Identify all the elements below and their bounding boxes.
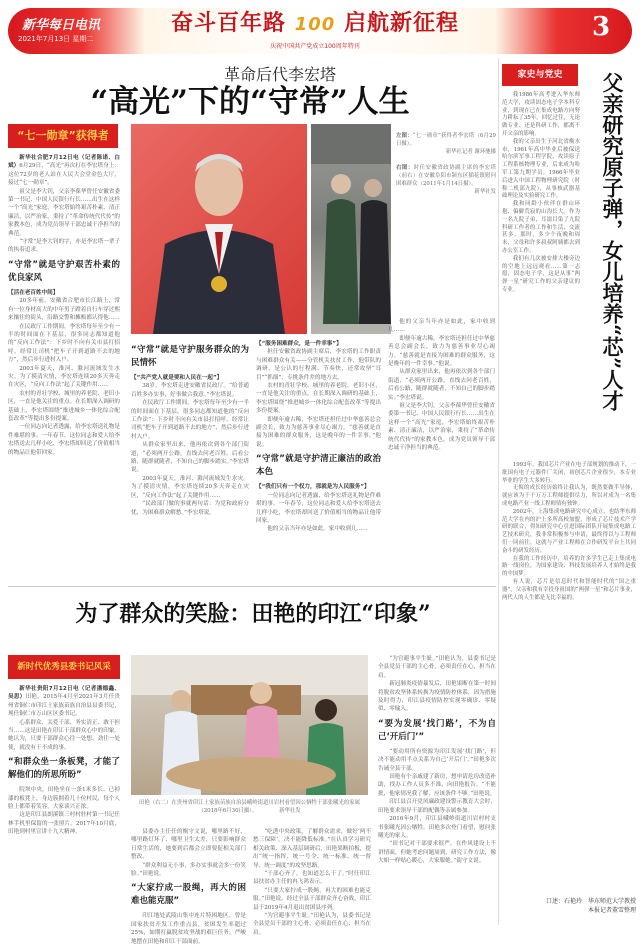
people-figures xyxy=(311,124,391,334)
paragraph: 印江县召开党风廉政建设警示教育大会时，田艳要求领导干部的配偶等亲属参加。 xyxy=(378,799,496,814)
subheading: “和群众坐一条板凳，才能了解他们的所思所盼” xyxy=(8,757,120,781)
people-at-table xyxy=(131,655,368,795)
paragraph: 2002年，上海集成电路研究中心成立，也结华东师范大学在内的沪上多所高校加盟，形成了芯片技术产学研的联合，得知研究中心引进国际团队开展集成电路工艺技术研究，我非常积极参与申请，最终得以与工程师们一同前往，这就与产业工程师在合作研发平台上共同奋斗的研发经历。 xyxy=(502,508,636,554)
special-edition-title xyxy=(150,10,480,39)
article2-column-2 xyxy=(131,828,246,945)
title-right: 启航新征程 xyxy=(343,11,459,36)
paragraph: 即便年逾古稀，李宏塔还担任过中华慈善总会副会长，致力为慈善事业尽心竭力。“慈善就是直接为困难的群众服务，这是晚年的一件幸事。”他说。 xyxy=(256,416,381,448)
paragraph: 我们有几次被安排大楼旁边的空地上远远观看……第一志愿，固态电子学，这是从事“两弹一星”研究工作的父亲建议的专业。 xyxy=(502,255,580,293)
paragraph: 1993年，我国芯片产业在电子部规划的推动下，一批国有电子元器件厂关闭，初创芯片企业很少，本专业毕业的学生大多转行。 xyxy=(502,462,636,484)
paragraph: 从群众家里出来，他再依次到各个部门街道，“必须两开公路，直线去问老百姓，后看公路，随群就随者，不知自己的脚步踏实。”李宏塔说。 xyxy=(131,442,249,474)
paragraph: 县委办主任任的衡守文说，哪里路不好、哪里路灯坏了、哪里卫生太差，只要影响群众日常生活的，她要到后都会立即要促相关部门整改。 xyxy=(131,829,246,861)
article1-left-column xyxy=(8,154,120,579)
column-tag: 新时代优秀县委书记风采 xyxy=(8,655,120,679)
paragraph: 2016年9月，印江县峨岭街道川岩村村支书张曦光因公牺牲。田艳多次登门看望，慰问张曦光的家人。 xyxy=(378,816,496,839)
paragraph: 院坝中央，田艳坐在一条1米多长、已掉漆的板凳上，身边簇拥着几十位村民，每个人脸上都带着笑容，大家谈兴正浓。 xyxy=(8,787,120,811)
section-tag: 【“共产党人就是要和人民在一起”】 xyxy=(131,375,223,381)
paragraph: “干部心齐了，也知道怎么干了。”时任印江县扶贫办主任的冉飞鸿表示。 xyxy=(253,871,371,886)
sidebar-column-bottom xyxy=(502,462,636,888)
paragraph: 一位同志向记者透露，给李宏塔送礼物是件难堪的事。一年春节，这位同志和爱人给李宏塔送去几样小吃，李宏塔却回送了价值相当的物品让他带回家。 xyxy=(8,424,120,456)
paragraph: 农村的青壮学校、城里的养老院、老旧小区，一直是他关注的重点。在长期深入调研的基础上，李宏塔围绕“推进城乡一体化综合配套改革”等提出多份提案。 xyxy=(8,390,120,422)
subheading: “要为发展‘找门路’，不为自己‘开后门’” xyxy=(378,718,496,742)
newspaper-logo: 新华每日电讯 xyxy=(22,18,101,33)
paragraph: 在我的工作经历中，培养的许多学生已走上集成电路一线岗位，为国家建设、科技发展培养人才始终是我的中国梦。 xyxy=(502,555,636,578)
paragraph: 新冠肺炎疫情暴发后，田艳果断在第一时间将脱贫攻坚体系转换为疫情防控体系，因为措施及时得力，印江县疫情防控实现零确诊、零疑似、零输入。 xyxy=(378,681,496,713)
paragraph: 有人说，芯片是信息时代和智能时代的“国之重器”，父亲和我有幸投身祖国的“两弹一星”和芯片事业，两代人的人生都是无比幸福的。 xyxy=(502,578,636,601)
issue-date: 2021年7月13日 星期二 xyxy=(18,35,94,43)
caption-label: 左图： xyxy=(396,133,413,139)
article1-kicker: 革命后代李宏塔 xyxy=(223,65,336,84)
centenary-badge: 100 xyxy=(294,14,336,35)
dateline: 新华社合肥7月12日电（记者陈诺、白斌） xyxy=(8,155,120,170)
sidebar-column-top xyxy=(502,92,580,452)
caption-label: 右图： xyxy=(396,165,414,171)
paragraph: 2003年夏天，淮河、滁河流域发生水灾。为了摸清灾情，李宏塔连续20多天奔走在灾区，“反向工作法”起了关键作用…… xyxy=(8,365,120,389)
paragraph: “为官避事平生耻。”田艳认为，县委书记是全县党员干部的主心骨，必须责任在心，担当在肩。 xyxy=(378,656,496,679)
paragraph: 在民政厅工作期间，李宏塔每年至少有一半的时间面在下基层，很多同志都知道他的“反向工作法”：下乡时不向有关市县打招呼，经常让司机“把车子开到道路不去的地方”，然后步行进村入户。 xyxy=(8,323,120,364)
paragraph: 这是印江县朗溪镇三村村驻村第一书记任林手机里保留的一张照片。2017年10月底，田艳到村里宣讲十九大精神。 xyxy=(8,812,120,836)
caption-text: 田艳（右二）在贵州省印江土家族苗族自治县峨岭街道川岩村看望因公牺牲干部张曦光的家属（2018年6月30日摄）。 xyxy=(138,800,361,814)
caption-text: 时任安徽省政协副主席的李宏塔（前右）在安徽阜阳市颍东区插花镇慰问困难群众（2011年1月14日摄）。 xyxy=(396,165,496,187)
article1-column-3 xyxy=(256,340,381,580)
portrait-figure xyxy=(131,124,307,334)
paragraph: 田艳有个亲戚建了新房，想申请危房改造补助，找办工作人员多不准，向田艳报告。“不能批，他家情况我了解，应该条件不够。”田艳说。 xyxy=(378,774,496,797)
title-left: 奋斗百年路 xyxy=(171,11,287,36)
paragraph: 一位同志向记者透露，给李宏塔送礼物是件难堪的事。一年春节，这位同志和爱人给李宏塔送去几样小吃，李宏塔却回送了价值相当的物品让他带回家。 xyxy=(256,492,381,524)
section-tag: 【“我们只有一个权力，那就是为人民服务”】 xyxy=(256,484,370,491)
paragraph: 我的父亲出生于河北省衡水市，1961年高中毕业后被保送哈尔滨军事工程学院，攻读原子工程系核物理专业，后来成为哈军工第九期学员。1966年毕业后进入中国工程物理研究院（时称二机部九院），从事核武器基础理论及实验研究工作。 xyxy=(502,138,580,200)
narrator-credit: 口述：石艳玲 华东师范大学教授 xyxy=(545,898,636,905)
dateline: 新华社贵阳7月12日电（记者潘德鑫、吴思） xyxy=(8,686,120,701)
paragraph: 印江地处武陵山集中连片特困地区，曾是国家扶贫开发工作重点县，贫困发生率超过25%，如期打赢脱贫攻坚战的艰巨任务，严峻地摆在田艳和印江干部面前。 xyxy=(131,913,246,945)
sidebar-tag: 家史与党史 xyxy=(502,64,578,86)
photo-credit: 新华社发 xyxy=(279,808,301,814)
subheading: “守常”就是守护清正廉洁的政治本色 xyxy=(256,454,381,478)
paragraph: “群众利益无小事，多办实事就会多一份笑脸。”田艳说。 xyxy=(131,862,246,878)
paragraph: 在民政厅工作期间，李宏塔每年至少有一半的时间面在下基层，很多同志都知道他的“反向工作法”：下乡时不向有关市县打招呼，经常让司机“把车子开到道路不去的地方”，然后步行进村入户。 xyxy=(131,400,249,440)
article1-column-2 xyxy=(131,340,249,580)
paragraph: 38岁，李宏塔走进安徽省民政厅。“给普通百姓多办实事，好事做合我意。”李宏塔说。 xyxy=(131,383,249,398)
section-tag: 【活在老百姓中间】 xyxy=(8,289,59,296)
paragraph: 我1986年高考进入华东师范大学，攻读固态电子学本科专业，到现在已在集成电路方向努力耕耘了35年。回忆过往，无论做专业、还是科研工作，都离不开父亲的影响。 xyxy=(502,92,580,137)
paragraph: 他的父亲当年亦是如此，家中收到几…… xyxy=(267,526,368,533)
paragraph: 即便年逾古稀，李宏塔还担任过中华慈善总会副会长，致力为慈善事业尽心竭力。“慈善就是直接为困难的群众服务，这是晚年的一件幸事。”他说。 xyxy=(388,335,495,368)
paragraph: 祖父是李大钊，父亲李葆华曾任安徽省委第一书记、中国人民银行行长……出生在这样一个“高光”家庭，李宏塔始终艰苦朴素、清正廉洁，以严治家，秉持了“革命传统代代传”的家教本色，成为党员领导干部忠诚干净担当的典范。 xyxy=(388,403,495,452)
article2-column-3 xyxy=(253,828,371,936)
home-visit-photo xyxy=(131,655,368,795)
paragraph: “只要大家拧成一股绳，再大的困难也能克服。”田艳说。经过全县干部群众齐心奋战，印江县于2019年4月退出贫困县序列。 xyxy=(253,887,371,911)
portrait-photo xyxy=(131,124,307,334)
photo-credit: 新华社记者 谢环驰摄 xyxy=(445,149,496,155)
caption-text: “七一勋章”获得者李宏塔（6月29日摄）。 xyxy=(396,133,496,147)
paragraph: 无悔的成长经历始终让我认为，既然要做半导体，就应该为千千万万工程师提供尽力，所以对成为一名集成电路产业一线工程师情有独钟。 xyxy=(502,485,636,507)
village-visit-photo xyxy=(311,124,391,334)
paragraph: “守常”是李大钊的字，亦是李宏塔一辈子的执着追求。 xyxy=(8,239,121,254)
section-tag: 【“服务困难群众，是一件幸事”】 xyxy=(256,341,342,347)
subheading: “大家拧成一股绳，再大的困难也能克服” xyxy=(131,883,246,907)
article1-headline: “高光”下的“守常”人生 xyxy=(90,84,410,120)
photo-captions xyxy=(396,132,496,312)
subheading: “守常”就是守护服务群众的为民情怀 xyxy=(131,345,249,368)
subheading: “守常”就是守护艰苦朴素的优良家风 xyxy=(8,259,120,283)
paragraph: 20多年前，安徽省合肥市长江路上，常有一位身材高大的中年男子蹬着自行车穿过熙来攘往的街头，沿路交警和摊贩都认得他…… xyxy=(8,298,120,322)
photo-caption xyxy=(131,799,368,825)
paragraph: “要动用所有资源为印江发展‘找门路’，但决不能动用半点关系为自己‘开后门’。”田艳多次告诫全县干部。 xyxy=(378,748,496,772)
sidebar-credits xyxy=(502,897,636,915)
editor-credit: 本报记者董雪整理 xyxy=(587,907,636,914)
paragraph: 担任安徽省政协副主席后，李宏塔的工作职责与困难群众有关——分管机关扶贫工作，他带队的调研，是公认的行程满、节奏快，还常攻坚“耳目”“抓细”，专挑条件差的地方去。 xyxy=(256,349,381,381)
paragraph: “田书记对干部要求很严，在作风建设上不讲情面，但她考虑问题周到，研究工作方法，像大姐一样贴心暖心，大家服她。”街守文说。 xyxy=(378,841,496,865)
paragraph: “为官避事平生耻。”田艳认为，县委书记是全县党员干部的主心骨，必须责任在心，担当在肩。 xyxy=(253,913,371,936)
sidebar-title: 父亲研究原子弹，女儿培养“芯”人才 xyxy=(600,72,625,412)
paragraph: “吃透中央政策，了解群众需求，做好‘两不愁三保障’，决不能降低标准。”在认真学习研究相关政策、深入基层调研后，田艳果断拍板，提出“统一指挥、统一号令、统一标准、统一督导、统一调度”的攻坚思路。 xyxy=(253,829,371,869)
column-tag: “七一勋章”获得者 xyxy=(8,124,118,148)
paragraph: 祖父是李大钊，父亲李葆华曾任安徽省委第一书记、中国人民银行行长……出生在这样一个“高光”家庭，李宏塔始终艰苦朴素、清正廉洁，以严治家，秉持了“革命传统代代传”的家教本色，成为党员领导干部忠诚干净担当的典范。 xyxy=(8,188,121,237)
paragraph: 他的父亲当年亦是如此，家中收到几…… xyxy=(388,319,495,334)
section-divider xyxy=(8,586,496,587)
paragraph: 心系群众、关爱干部、务实清正、敢于担当……这是田艳在印江干部群众心中的印象。她认为，只要干部群众心往一处想、劲往一处使，就没有干不成的事。 xyxy=(8,719,120,751)
paragraph: “民政部门做的事就两句话：为党和政府分忧，为困难群众解愁。”李宏塔说。 xyxy=(131,501,249,516)
paragraph: 田艳，2015年4月至2021年3月任贵州省铜仁市印江土家族苗族自治县县委书记，现任铜仁市万山区区委书记。 xyxy=(8,694,120,718)
article1-column-4 xyxy=(388,318,495,580)
paragraph: 我和同龄小伙伴在群山环抱、偏僻荒寂的山沟长大。作为一名九院子弟，耳濡目染了九院科研工作者的工作和生活，交流甚多。那时，多少个夜晚和周末，父母和许多叔叔阿姨都去到办公室工作。 xyxy=(502,201,580,254)
photo-credit: 新华社发 xyxy=(474,189,496,195)
paragraph: 6月29日，“高光”再次打在李宏塔身上：这位72岁的老人站在人民大会堂金色大厅，接过“七一勋章”。 xyxy=(8,163,120,187)
paragraph: 农村的青壮学校、城里的养老院、老旧小区，一直是他关注的重点。在长期深入调研的基础上，李宏塔围绕“推进城乡一体化综合配套改革”等提出多份提案。 xyxy=(256,383,381,415)
article2-left-column xyxy=(8,685,120,925)
article2-headline: 为了群众的笑脸：田艳的印江“印象” xyxy=(75,601,431,627)
paragraph: 2003年夏天，淮河、滁河流域发生水灾。为了摸清灾情，李宏塔连续20多天奔走在灾区，“反向工作法”起了关键作用…… xyxy=(131,475,249,499)
special-edition-subtitle: 庆祝中国共产党成立100周年特刊 xyxy=(270,43,360,50)
page-number: 3 xyxy=(592,12,611,42)
column-divider xyxy=(498,58,499,925)
article2-column-4 xyxy=(378,655,496,925)
paragraph: 从群众家里出来，他再依次到各个部门街道，“必须两开公路，直线去问老百姓，后看公路，随群就随者，不知自己的脚步踏实。”李宏塔说。 xyxy=(388,369,495,401)
